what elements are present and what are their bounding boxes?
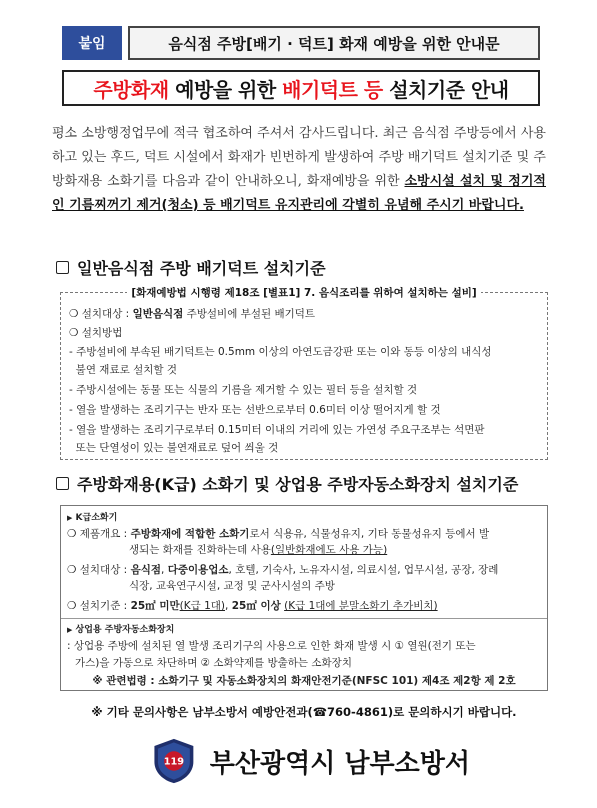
main-banner xyxy=(62,70,540,106)
auto-device-head: ▶ 상업용 주방자동소화장치 xyxy=(67,625,175,635)
triangle-bullet-icon: ▶ xyxy=(67,514,73,522)
attachment-badge: 붙임 xyxy=(62,26,122,60)
svg-text:119: 119 xyxy=(163,756,185,768)
office-name: 부산광역시 남부소방서 xyxy=(209,748,470,779)
section2-heading xyxy=(56,472,518,495)
banner-part1: 주방화재 xyxy=(93,77,169,102)
checkbox-square-icon xyxy=(56,477,69,490)
banner-part3: 배기덕트 등 xyxy=(282,77,383,102)
target-line2: 식장, 교육연구시설, 교정 및 군사시설의 주방 xyxy=(129,580,335,592)
triangle-bullet-icon: ▶ xyxy=(67,626,73,634)
circle-bullet-icon: ❍ xyxy=(67,600,77,612)
method-item: 불연 재료로 설치할 것 xyxy=(69,364,177,376)
inquiry-note: ※ 기타 문의사항은 남부소방서 예방안전과(☎760-4861)로 문의하시기 바랍니다. xyxy=(91,705,517,719)
k-class-head: ▶ K급소화기 xyxy=(67,513,118,523)
circle-bullet-icon: ❍ xyxy=(67,564,77,576)
overview-line2: 생되는 화재를 진화하는데 사용(일반화재에도 사용 가능) xyxy=(129,544,388,556)
section2-title: 주방화재용(K급) 소화기 및 상업용 주방자동소화장치 설치기준 xyxy=(77,475,519,494)
circle-bullet-icon: ❍ xyxy=(69,327,79,339)
auto-device-text2: 가스)을 가동으로 차단하며 ② 소화약제를 방출하는 소화장치 xyxy=(75,657,352,669)
banner-part4: 설치기준 안내 xyxy=(382,77,509,102)
circle-bullet-icon: ❍ xyxy=(69,308,79,320)
target-line: ❍ 설치대상 : 일반음식점 주방설비에 부설된 배기덕트 xyxy=(69,308,316,320)
circle-bullet-icon: ❍ xyxy=(67,528,77,540)
method-item: - 주방설비에 부속된 배기덕트는 0.5mm 이상의 아연도금강판 또는 이와 동등 이상의 내식성 xyxy=(69,346,492,358)
method-item: 또는 단열성이 있는 불연재료로 덮어 씌울 것 xyxy=(69,442,279,454)
section2-box xyxy=(60,505,548,691)
divider xyxy=(61,618,547,619)
intro-paragraph xyxy=(52,122,546,218)
section1-box-header: [화재예방법 시행령 제18조 [별표1] 7. 음식조리를 위하여 설치하는 설비] xyxy=(61,285,547,300)
intro-emphasis: 소방시설 설치 및 정기적인 기름찌꺼기 제거(청소) 등 배기덕트 유지관리에 각별히 유념해 주시기 바랍니다. xyxy=(52,174,546,213)
header-title: 음식점 주방[배기 · 덕트] 화재 예방을 위한 안내문 xyxy=(128,26,540,60)
related-law: ※ 관련법령 : 소화기구 및 자동소화장치의 화재안전기준(NFSC 101) 제4조 제2항 제 2호 xyxy=(92,675,516,687)
method-line: ❍ 설치방법 xyxy=(69,327,123,339)
footer xyxy=(150,733,470,789)
standard-line: ❍ 설치기준 : 25㎡ 미만(K급 1대), 25㎡ 이상 (K급 1대에 분말소화기 추가비치) xyxy=(67,600,438,612)
target-line: ❍ 설치대상 : 음식점, 다중이용업소, 호텔, 기숙사, 노유자시설, 의료시설, 업무시설, 공장, 장례 xyxy=(67,564,499,576)
auto-device-text: : 상업용 주방에 설치된 열 발생 조리기구의 사용으로 인한 화재 발생 시 ① 열원(전기 또는 xyxy=(67,640,476,652)
banner-part2: 예방을 위한 xyxy=(168,77,283,102)
intro-text: 평소 소방행정업무에 적극 협조하여 주셔서 감사드립니다. 최근 음식점 주방등에서 사용하고 있는 후드, 덕트 시설에서 화재가 빈번하게 발생하여 주방 배기덕트 설치기준 및 주방화재용 소화기를 다음과 같이 안내하오니, 화재예방을 위한 xyxy=(52,126,546,189)
section1-title: 일반음식점 주방 배기덕트 설치기준 xyxy=(77,259,326,278)
section1-heading xyxy=(56,256,326,279)
fire-department-emblem-icon xyxy=(150,734,198,788)
method-item: - 주방시설에는 동물 또는 식물의 기름을 제거할 수 있는 필터 등을 설치할 것 xyxy=(69,384,418,396)
method-item: - 열을 발생하는 조리기구로부터 0.15미터 이내의 거리에 있는 가연성 주요구조부는 석면판 xyxy=(69,424,485,436)
overview-line: ❍ 제품개요 : 주방화재에 적합한 소화기로서 식용유, 식물성유지, 기타 동물성유지 등에서 발 xyxy=(67,528,490,540)
section1-box xyxy=(60,287,548,460)
method-item: - 열을 발생하는 조리기구는 반자 또는 선반으로부터 0.6미터 이상 떨어지게 할 것 xyxy=(69,404,441,416)
checkbox-square-icon xyxy=(56,261,69,274)
header xyxy=(62,26,540,60)
